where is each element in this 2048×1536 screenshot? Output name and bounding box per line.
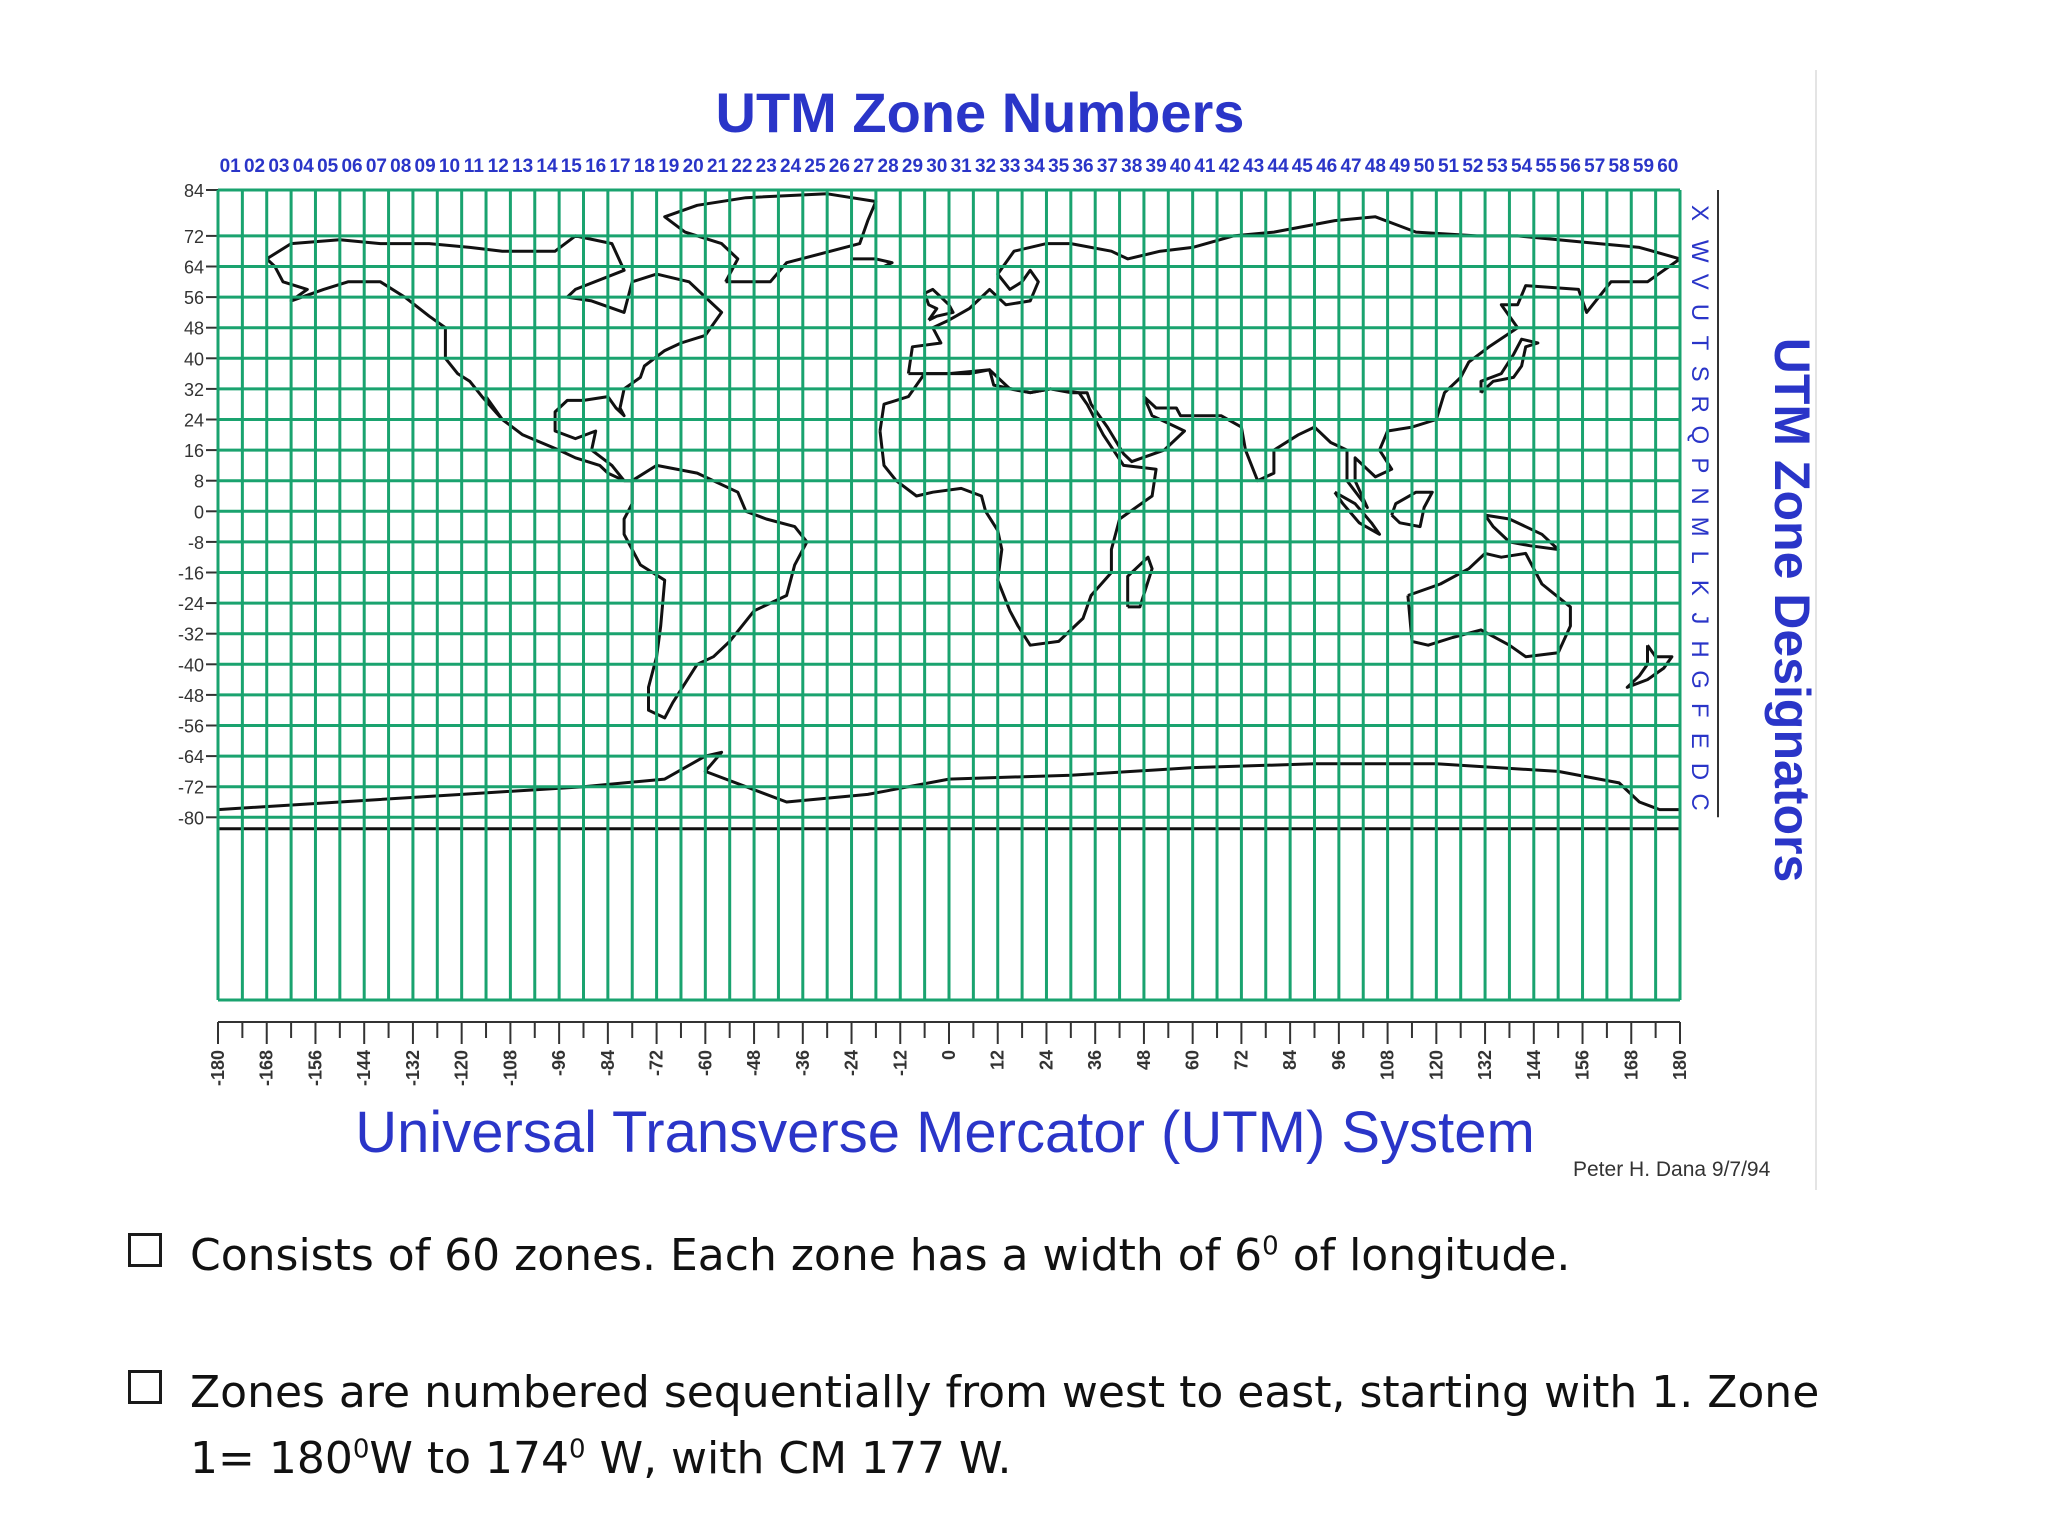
zone-number-label: 19: [658, 156, 680, 177]
zone-number-label: 44: [1267, 156, 1289, 177]
zone-number-label: 04: [292, 156, 314, 177]
bullet-2-line-1: Zones are numbered sequentially from west to east, starting with 1. Zone: [190, 1367, 1820, 1418]
zone-number-label: 40: [1169, 156, 1192, 177]
zone-number-label: 02: [243, 156, 266, 177]
zone-number-label: 15: [560, 156, 582, 177]
longitude-label: 84: [1280, 1050, 1301, 1071]
latitude-label: 0: [193, 502, 204, 523]
coastline-path: [1485, 515, 1558, 549]
zone-number-label: 45: [1291, 156, 1313, 177]
bullet-text-2: [190, 1360, 1819, 1492]
longitude-label: -108: [500, 1050, 521, 1087]
longitude-label: -24: [841, 1050, 862, 1077]
longitude-label: 24: [1036, 1050, 1057, 1071]
degree-superscript: 0: [569, 1434, 586, 1465]
latitude-label: 24: [183, 410, 204, 431]
zone-number-label: 58: [1608, 156, 1630, 177]
longitude-label: 12: [987, 1050, 1008, 1071]
zone-number-label: 17: [609, 156, 631, 177]
longitude-label: -120: [451, 1050, 472, 1087]
latitude-label: -64: [177, 747, 204, 768]
zone-number-label: 23: [755, 156, 777, 177]
zone-number-label: 51: [1437, 156, 1460, 177]
zone-number-label: 42: [1218, 156, 1240, 177]
zone-number-label: 25: [804, 156, 826, 177]
zone-number-label: 07: [365, 156, 387, 177]
zone-number-label: 34: [1023, 156, 1045, 177]
longitude-label: 48: [1133, 1050, 1154, 1071]
zone-number-label: 33: [999, 156, 1021, 177]
latitude-label: 72: [183, 226, 204, 247]
zone-number-label: 37: [1096, 156, 1118, 177]
longitude-label: 180: [1670, 1050, 1690, 1081]
longitude-label: 108: [1377, 1050, 1398, 1081]
utm-grid: [218, 190, 1680, 1000]
zone-number-label: 43: [1243, 156, 1265, 177]
bullet-1-text-end: of longitude.: [1278, 1230, 1571, 1281]
latitude-label: 84: [183, 181, 204, 201]
zone-number-label: 05: [317, 156, 339, 177]
zone-number-label: 13: [512, 156, 534, 177]
zone-number-label: 59: [1632, 156, 1655, 177]
zone-designator-label: D: [1686, 762, 1713, 781]
longitude-label: 36: [1085, 1050, 1106, 1071]
zone-designator-label: Q: [1686, 425, 1713, 445]
bullet-2-part-a: 1= 180: [190, 1433, 353, 1484]
longitude-label: -84: [597, 1050, 618, 1077]
latitude-label: 40: [183, 349, 204, 370]
zone-designator-label: R: [1686, 395, 1713, 413]
zone-number-label: 53: [1486, 156, 1508, 177]
checkbox-icon: [128, 1370, 162, 1404]
zone-designator-label: P: [1686, 457, 1713, 474]
zone-number-label: 55: [1535, 156, 1557, 177]
zone-number-label: 56: [1559, 156, 1581, 177]
longitude-label: -96: [549, 1050, 570, 1077]
longitude-label: 120: [1426, 1050, 1447, 1081]
zone-number-label: 26: [828, 156, 850, 177]
longitude-label: 60: [1182, 1050, 1203, 1071]
map-side-title: UTM Zone Designators: [1764, 337, 1820, 883]
zone-designator-label: H: [1686, 640, 1713, 658]
zone-number-label: 20: [682, 156, 704, 177]
zone-designator-label: N: [1686, 487, 1713, 505]
latitude-label: 8: [193, 471, 204, 492]
zone-designator-label: J: [1686, 612, 1713, 625]
bullet-2-line-2: [190, 1426, 1819, 1492]
longitude-label: -60: [695, 1050, 716, 1077]
bullet-item-1: [128, 1223, 1570, 1289]
zone-designator-label: G: [1686, 670, 1713, 689]
coastline-path: [1128, 557, 1152, 607]
zone-number-label: 14: [536, 156, 558, 177]
latitude-label: -16: [177, 563, 204, 584]
zone-designator-label: W: [1686, 239, 1713, 263]
latitude-label: -48: [177, 685, 204, 706]
bullet-item-2: [128, 1360, 1819, 1492]
zone-number-label: 31: [950, 156, 972, 177]
longitude-label: -48: [744, 1050, 765, 1077]
bullet-2-part-c: W, with CM 177 W.: [585, 1433, 1012, 1484]
coastline-path: [1335, 492, 1380, 534]
longitude-label: -180: [208, 1050, 228, 1087]
latitude-label: 32: [183, 379, 204, 400]
zone-designator-column: [1686, 190, 1718, 817]
zone-designator-label: C: [1686, 793, 1713, 811]
zone-number-label: 27: [853, 156, 875, 177]
zone-number-label: 12: [487, 156, 509, 177]
longitude-label: 72: [1231, 1050, 1252, 1071]
zone-designator-label: M: [1686, 516, 1713, 537]
zone-designator-label: K: [1686, 579, 1713, 596]
latitude-label: 16: [183, 441, 204, 462]
latitude-label: -80: [177, 808, 204, 829]
zone-number-label: 38: [1121, 156, 1143, 177]
zone-number-label: 10: [438, 156, 461, 177]
bullet-1-text: Consists of 60 zones. Each zone has a width of 6: [190, 1230, 1263, 1281]
latitude-label: -56: [177, 716, 204, 737]
zone-number-label: 21: [706, 156, 729, 177]
zone-number-label: 08: [390, 156, 412, 177]
latitude-labels: [178, 181, 218, 828]
longitude-label: -168: [256, 1050, 277, 1087]
longitude-label: -12: [890, 1050, 911, 1077]
map-title: UTM Zone Numbers: [715, 81, 1245, 144]
longitude-label: -72: [646, 1050, 667, 1077]
zone-number-label: 32: [974, 156, 997, 177]
longitude-label: -144: [354, 1050, 375, 1087]
checkbox-icon: [128, 1233, 162, 1267]
longitude-label: -132: [402, 1050, 423, 1087]
zone-designator-label: F: [1686, 702, 1713, 718]
longitude-label: 156: [1572, 1050, 1593, 1081]
zone-number-label: 28: [877, 156, 899, 177]
latitude-label: -24: [177, 594, 204, 615]
zone-number-label: 29: [901, 156, 924, 177]
zone-number-label: 52: [1462, 156, 1484, 177]
zone-number-label: 60: [1657, 156, 1679, 177]
longitude-label: 168: [1621, 1050, 1642, 1081]
zone-number-label: 01: [219, 156, 241, 177]
longitude-axis: [208, 1022, 1690, 1086]
coastline-path: [1627, 645, 1672, 687]
coastline-path: [1408, 553, 1571, 656]
zone-number-label: 57: [1584, 156, 1606, 177]
zone-number-label: 30: [926, 156, 948, 177]
bullet-text-1: [190, 1223, 1570, 1289]
zone-designator-label: V: [1686, 273, 1713, 290]
zone-number-label: 35: [1048, 156, 1070, 177]
zone-designator-label: T: [1686, 335, 1713, 351]
zone-number-row: [220, 156, 1679, 177]
zone-number-label: 24: [780, 156, 802, 177]
zone-number-label: 18: [633, 156, 655, 177]
zone-number-label: 47: [1340, 156, 1362, 177]
zone-number-label: 22: [731, 156, 753, 177]
zone-number-label: 49: [1389, 156, 1411, 177]
zone-designator-label: U: [1686, 303, 1713, 322]
latitude-label: -72: [177, 777, 204, 798]
zone-number-label: 03: [268, 156, 290, 177]
zone-number-label: 09: [414, 156, 436, 177]
longitude-label: 144: [1523, 1050, 1544, 1081]
latitude-label: -32: [177, 624, 204, 645]
longitude-label: 0: [939, 1050, 959, 1061]
longitude-label: 132: [1475, 1050, 1496, 1081]
zone-number-label: 54: [1511, 156, 1533, 177]
degree-superscript: 0: [1262, 1231, 1279, 1262]
zone-designator-label: X: [1686, 204, 1713, 221]
longitude-label: -36: [792, 1050, 813, 1077]
zone-number-label: 41: [1194, 156, 1216, 177]
degree-superscript: 0: [352, 1434, 370, 1465]
latitude-label: 48: [183, 318, 204, 339]
zone-number-label: 50: [1413, 156, 1435, 177]
zone-designator-label: L: [1686, 550, 1713, 564]
coastline-path: [665, 194, 876, 282]
zone-designator-label: E: [1686, 732, 1713, 749]
zone-number-label: 36: [1072, 156, 1094, 177]
zone-number-label: 39: [1145, 156, 1167, 177]
map-credit: Peter H. Dana 9/7/94: [1573, 1158, 1771, 1181]
zone-number-label: 06: [341, 156, 363, 177]
zone-number-label: 48: [1364, 156, 1386, 177]
coastline-path: [908, 217, 1680, 508]
latitude-label: 56: [183, 288, 204, 309]
zone-designator-label: S: [1686, 365, 1713, 382]
zone-number-label: 16: [585, 156, 607, 177]
bullet-2-part-b: W to 174: [369, 1433, 570, 1484]
latitude-label: 64: [183, 257, 204, 278]
longitude-label: 96: [1328, 1050, 1349, 1071]
map-system-title: Universal Transverse Mercator (UTM) System: [355, 1100, 1535, 1165]
zone-number-label: 46: [1316, 156, 1338, 177]
latitude-label: -40: [177, 655, 204, 676]
latitude-label: -8: [187, 532, 204, 553]
zone-number-label: 11: [463, 156, 484, 177]
longitude-label: -156: [305, 1050, 326, 1087]
